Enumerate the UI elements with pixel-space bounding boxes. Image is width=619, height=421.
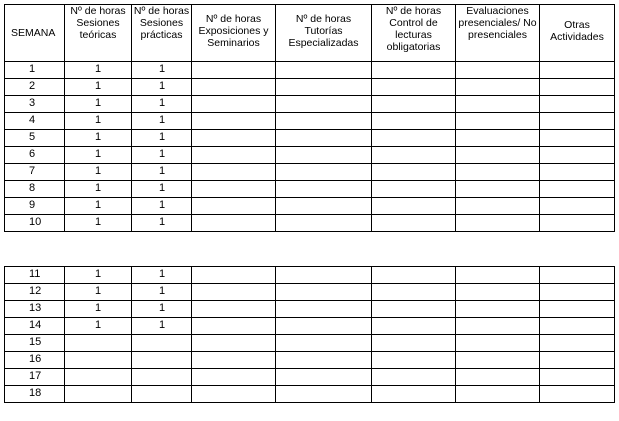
empty-cell bbox=[192, 198, 276, 215]
empty-cell bbox=[372, 369, 456, 386]
semana-cell-text: 1 bbox=[29, 63, 36, 75]
practicas-cell bbox=[132, 96, 192, 113]
teoricas-cell bbox=[65, 318, 132, 335]
empty-cell bbox=[192, 352, 276, 369]
teoricas-cell-text: 1 bbox=[95, 165, 102, 177]
table-row bbox=[5, 301, 615, 318]
semana-cell-text: 9 bbox=[29, 199, 36, 211]
empty-cell bbox=[456, 301, 540, 318]
practicas-cell-text: 1 bbox=[159, 182, 166, 194]
header-tutorias-especializadas: Nº de horas Tutorías Especializadas bbox=[276, 5, 372, 62]
practicas-cell-text: 1 bbox=[159, 114, 166, 126]
table-row bbox=[5, 369, 615, 386]
teoricas-cell-text: 1 bbox=[95, 182, 102, 194]
empty-cell bbox=[456, 130, 540, 147]
semana-cell-text: 7 bbox=[29, 165, 36, 177]
practicas-cell bbox=[132, 318, 192, 335]
teoricas-cell bbox=[65, 335, 132, 352]
table-row bbox=[5, 386, 615, 403]
semana-cell bbox=[5, 215, 65, 232]
teoricas-cell bbox=[65, 62, 132, 79]
empty-cell bbox=[540, 301, 615, 318]
semana-cell-text: 16 bbox=[29, 353, 42, 365]
table-row bbox=[5, 96, 615, 113]
empty-cell bbox=[372, 130, 456, 147]
table-row bbox=[5, 267, 615, 284]
empty-cell bbox=[456, 318, 540, 335]
empty-cell bbox=[456, 198, 540, 215]
practicas-cell bbox=[132, 164, 192, 181]
table-row bbox=[5, 198, 615, 215]
empty-cell bbox=[372, 301, 456, 318]
schedule-table-weeks-1-10 bbox=[4, 4, 615, 232]
teoricas-cell bbox=[65, 130, 132, 147]
table-row bbox=[5, 181, 615, 198]
teoricas-cell bbox=[65, 386, 132, 403]
empty-cell bbox=[540, 198, 615, 215]
empty-cell bbox=[540, 386, 615, 403]
teoricas-cell-text: 1 bbox=[95, 319, 102, 331]
empty-cell bbox=[456, 335, 540, 352]
empty-cell bbox=[540, 284, 615, 301]
schedule-table-weeks-11-18 bbox=[4, 266, 615, 403]
semana-cell bbox=[5, 147, 65, 164]
table-row bbox=[5, 352, 615, 369]
practicas-cell bbox=[132, 267, 192, 284]
teoricas-cell bbox=[65, 352, 132, 369]
practicas-cell bbox=[132, 284, 192, 301]
semana-cell bbox=[5, 284, 65, 301]
empty-cell bbox=[192, 335, 276, 352]
empty-cell bbox=[540, 318, 615, 335]
empty-cell bbox=[192, 284, 276, 301]
practicas-cell bbox=[132, 181, 192, 198]
practicas-cell-text: 1 bbox=[159, 199, 166, 211]
table-row bbox=[5, 130, 615, 147]
empty-cell bbox=[276, 335, 372, 352]
empty-cell bbox=[276, 267, 372, 284]
semana-cell-text: 15 bbox=[29, 336, 42, 348]
empty-cell bbox=[276, 113, 372, 130]
empty-cell bbox=[276, 130, 372, 147]
empty-cell bbox=[192, 267, 276, 284]
empty-cell bbox=[192, 113, 276, 130]
teoricas-cell bbox=[65, 181, 132, 198]
semana-cell-text: 14 bbox=[29, 319, 42, 331]
semana-cell-text: 17 bbox=[29, 370, 42, 382]
semana-cell bbox=[5, 130, 65, 147]
practicas-cell bbox=[132, 215, 192, 232]
empty-cell bbox=[372, 113, 456, 130]
practicas-cell-text: 1 bbox=[159, 63, 166, 75]
practicas-cell-text: 1 bbox=[159, 80, 166, 92]
empty-cell bbox=[192, 181, 276, 198]
teoricas-cell bbox=[65, 215, 132, 232]
empty-cell bbox=[276, 164, 372, 181]
empty-cell bbox=[276, 284, 372, 301]
empty-cell bbox=[540, 96, 615, 113]
semana-cell bbox=[5, 198, 65, 215]
practicas-cell-text: 1 bbox=[159, 302, 166, 314]
header-semana: SEMANA bbox=[5, 5, 65, 62]
empty-cell bbox=[540, 147, 615, 164]
empty-cell bbox=[456, 181, 540, 198]
practicas-cell bbox=[132, 147, 192, 164]
empty-cell bbox=[192, 96, 276, 113]
empty-cell bbox=[372, 335, 456, 352]
header-evaluaciones: Evaluaciones presenciales/ No presenciales bbox=[456, 5, 540, 62]
semana-cell-text: 10 bbox=[29, 216, 42, 228]
empty-cell bbox=[276, 181, 372, 198]
semana-cell bbox=[5, 301, 65, 318]
empty-cell bbox=[456, 164, 540, 181]
empty-cell bbox=[276, 301, 372, 318]
empty-cell bbox=[540, 369, 615, 386]
empty-cell bbox=[192, 164, 276, 181]
practicas-cell bbox=[132, 335, 192, 352]
empty-cell bbox=[456, 96, 540, 113]
teoricas-cell-text: 1 bbox=[95, 148, 102, 160]
teoricas-cell bbox=[65, 301, 132, 318]
empty-cell bbox=[540, 62, 615, 79]
empty-cell bbox=[456, 79, 540, 96]
header-control-lecturas: Nº de horas Control de lecturas obligatorias bbox=[372, 5, 456, 62]
empty-cell bbox=[456, 267, 540, 284]
table-row bbox=[5, 215, 615, 232]
empty-cell bbox=[192, 79, 276, 96]
empty-cell bbox=[540, 215, 615, 232]
table-row bbox=[5, 79, 615, 96]
teoricas-cell bbox=[65, 284, 132, 301]
empty-cell bbox=[540, 181, 615, 198]
empty-cell bbox=[540, 79, 615, 96]
practicas-cell bbox=[132, 79, 192, 96]
table-row bbox=[5, 284, 615, 301]
practicas-cell-text: 1 bbox=[159, 268, 166, 280]
header-exposiciones-seminarios: Nº de horas Exposiciones y Seminarios bbox=[192, 5, 276, 62]
empty-cell bbox=[192, 386, 276, 403]
empty-cell bbox=[372, 62, 456, 79]
semana-cell bbox=[5, 113, 65, 130]
practicas-cell bbox=[132, 62, 192, 79]
practicas-cell bbox=[132, 198, 192, 215]
empty-cell bbox=[192, 318, 276, 335]
empty-cell bbox=[276, 147, 372, 164]
semana-cell-text: 5 bbox=[29, 131, 36, 143]
empty-cell bbox=[456, 352, 540, 369]
empty-cell bbox=[372, 215, 456, 232]
teoricas-cell bbox=[65, 164, 132, 181]
practicas-cell-text: 1 bbox=[159, 319, 166, 331]
semana-cell-text: 13 bbox=[29, 302, 42, 314]
empty-cell bbox=[372, 96, 456, 113]
empty-cell bbox=[456, 113, 540, 130]
empty-cell bbox=[192, 369, 276, 386]
empty-cell bbox=[456, 62, 540, 79]
practicas-cell-text: 1 bbox=[159, 148, 166, 160]
table-row bbox=[5, 147, 615, 164]
empty-cell bbox=[372, 181, 456, 198]
empty-cell bbox=[372, 267, 456, 284]
practicas-cell bbox=[132, 130, 192, 147]
practicas-cell bbox=[132, 352, 192, 369]
teoricas-cell-text: 1 bbox=[95, 216, 102, 228]
empty-cell bbox=[540, 164, 615, 181]
teoricas-cell bbox=[65, 79, 132, 96]
teoricas-cell-text: 1 bbox=[95, 131, 102, 143]
teoricas-cell-text: 1 bbox=[95, 268, 102, 280]
teoricas-cell-text: 1 bbox=[95, 114, 102, 126]
practicas-cell-text: 1 bbox=[159, 165, 166, 177]
semana-cell-text: 8 bbox=[29, 182, 36, 194]
empty-cell bbox=[276, 96, 372, 113]
empty-cell bbox=[372, 147, 456, 164]
teoricas-cell-text: 1 bbox=[95, 285, 102, 297]
empty-cell bbox=[276, 369, 372, 386]
empty-cell bbox=[456, 215, 540, 232]
empty-cell bbox=[372, 79, 456, 96]
header-otras-actividades: Otras Actividades bbox=[540, 5, 615, 62]
empty-cell bbox=[192, 215, 276, 232]
empty-cell bbox=[372, 352, 456, 369]
empty-cell bbox=[192, 62, 276, 79]
semana-cell bbox=[5, 181, 65, 198]
empty-cell bbox=[456, 369, 540, 386]
teoricas-cell-text: 1 bbox=[95, 97, 102, 109]
semana-cell bbox=[5, 164, 65, 181]
header-sesiones-practicas: Nº de horas Sesiones prácticas bbox=[132, 5, 192, 62]
semana-cell-text: 18 bbox=[29, 387, 42, 399]
semana-cell-text: 2 bbox=[29, 80, 36, 92]
semana-cell bbox=[5, 267, 65, 284]
empty-cell bbox=[276, 79, 372, 96]
semana-cell-text: 3 bbox=[29, 97, 36, 109]
table-row bbox=[5, 318, 615, 335]
empty-cell bbox=[276, 318, 372, 335]
empty-cell bbox=[276, 352, 372, 369]
table-row bbox=[5, 62, 615, 79]
empty-cell bbox=[456, 147, 540, 164]
empty-cell bbox=[540, 113, 615, 130]
empty-cell bbox=[192, 301, 276, 318]
empty-cell bbox=[540, 335, 615, 352]
semana-cell bbox=[5, 62, 65, 79]
semana-cell bbox=[5, 335, 65, 352]
teoricas-cell-text: 1 bbox=[95, 199, 102, 211]
semana-cell bbox=[5, 369, 65, 386]
empty-cell bbox=[276, 62, 372, 79]
empty-cell bbox=[372, 318, 456, 335]
empty-cell bbox=[456, 386, 540, 403]
semana-cell bbox=[5, 79, 65, 96]
teoricas-cell-text: 1 bbox=[95, 63, 102, 75]
practicas-cell bbox=[132, 369, 192, 386]
teoricas-cell bbox=[65, 369, 132, 386]
practicas-cell bbox=[132, 386, 192, 403]
empty-cell bbox=[192, 130, 276, 147]
empty-cell bbox=[372, 198, 456, 215]
semana-cell-text: 4 bbox=[29, 114, 36, 126]
practicas-cell-text: 1 bbox=[159, 97, 166, 109]
empty-cell bbox=[372, 386, 456, 403]
semana-cell bbox=[5, 318, 65, 335]
empty-cell bbox=[540, 130, 615, 147]
empty-cell bbox=[276, 215, 372, 232]
teoricas-cell bbox=[65, 96, 132, 113]
teoricas-cell-text: 1 bbox=[95, 302, 102, 314]
practicas-cell bbox=[132, 113, 192, 130]
practicas-cell-text: 1 bbox=[159, 131, 166, 143]
semana-cell-text: 6 bbox=[29, 148, 36, 160]
empty-cell bbox=[192, 147, 276, 164]
table-row bbox=[5, 113, 615, 130]
teoricas-cell bbox=[65, 147, 132, 164]
empty-cell bbox=[276, 198, 372, 215]
teoricas-cell bbox=[65, 113, 132, 130]
practicas-cell-text: 1 bbox=[159, 216, 166, 228]
empty-cell bbox=[540, 267, 615, 284]
teoricas-cell bbox=[65, 198, 132, 215]
teoricas-cell bbox=[65, 267, 132, 284]
header-sesiones-teoricas: Nº de horas Sesiones teóricas bbox=[65, 5, 132, 62]
empty-cell bbox=[372, 164, 456, 181]
semana-cell-text: 11 bbox=[29, 268, 41, 280]
teoricas-cell-text: 1 bbox=[95, 80, 102, 92]
table-row bbox=[5, 335, 615, 352]
empty-cell bbox=[456, 284, 540, 301]
practicas-cell-text: 1 bbox=[159, 285, 166, 297]
semana-cell-text: 12 bbox=[29, 285, 42, 297]
empty-cell bbox=[276, 386, 372, 403]
practicas-cell bbox=[132, 301, 192, 318]
semana-cell bbox=[5, 386, 65, 403]
empty-cell bbox=[540, 352, 615, 369]
semana-cell bbox=[5, 352, 65, 369]
table-row bbox=[5, 164, 615, 181]
empty-cell bbox=[372, 284, 456, 301]
semana-cell bbox=[5, 96, 65, 113]
